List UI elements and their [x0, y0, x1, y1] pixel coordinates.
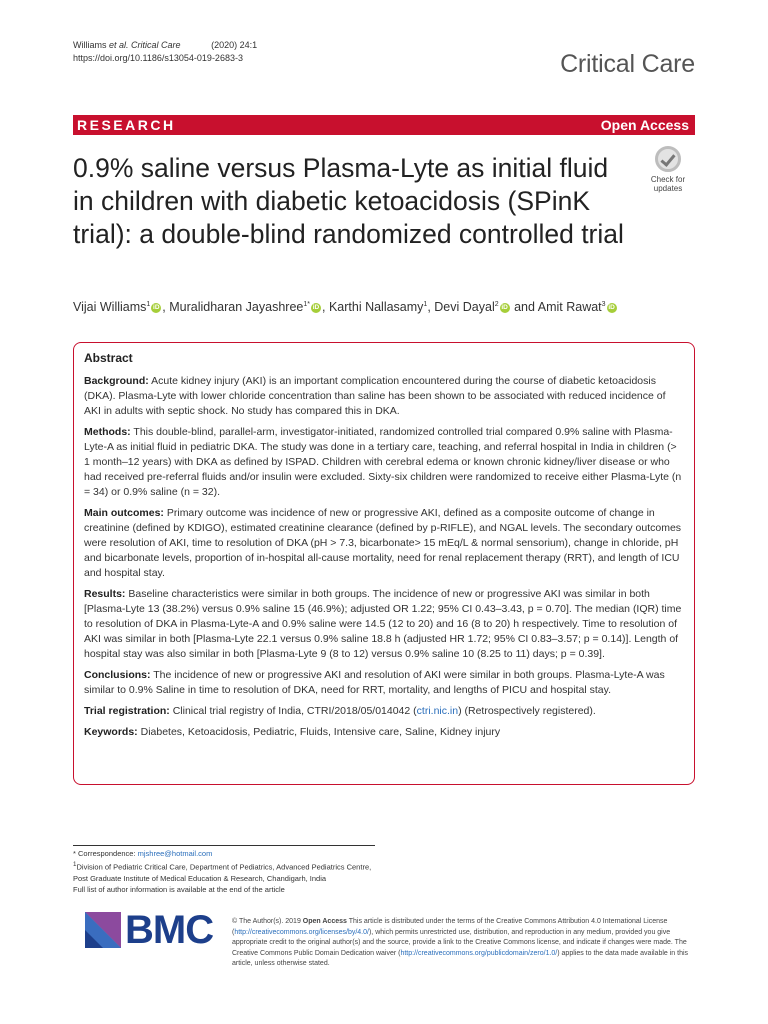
bmc-mark-icon: [85, 912, 121, 948]
bmc-wordmark: BMC: [125, 908, 214, 952]
license-copyright: © The Author(s). 2019: [232, 918, 303, 925]
author-separator: ,: [427, 300, 435, 314]
trial-label: Trial registration:: [84, 705, 170, 717]
check-updates-line1: Check for: [650, 175, 686, 184]
orcid-icon[interactable]: iD: [501, 303, 508, 311]
background-label: Background:: [84, 375, 149, 387]
orcid-icon[interactable]: iD: [608, 303, 615, 311]
license-part-b: This article is distributed under the terms of the Creative Commons Attribution 4.0 International License (: [232, 918, 668, 936]
check-for-updates-badge[interactable]: [643, 146, 693, 200]
check-updates-label: [643, 175, 693, 193]
orcid-icon[interactable]: iD: [153, 303, 160, 311]
license-part-d: ) applies to the data made available in this article, unless otherwise stated.: [232, 949, 689, 967]
abstract-heading: Abstract: [84, 351, 133, 365]
check-updates-icon: [655, 146, 681, 172]
author-name[interactable]: Karthi Nallasamy: [328, 300, 424, 314]
correspondence-email-link[interactable]: mjshree@hotmail.com: [137, 849, 213, 858]
citation-year: (2020) 24:1: [211, 40, 258, 50]
conclusions-label: Conclusions:: [84, 669, 151, 681]
author-name[interactable]: Vijai Williams: [73, 300, 147, 314]
author-affiliation-sup: 1: [146, 300, 151, 308]
results-label: Results:: [84, 588, 126, 600]
citation-authors: Williams: [73, 40, 107, 50]
citation-journal: Critical Care: [131, 40, 181, 50]
citation-header: [73, 39, 257, 65]
correspondence-label: * Correspondence:: [73, 849, 138, 858]
author-affiliation-sup: 2: [494, 300, 499, 308]
orcid-icon[interactable]: iD: [312, 303, 320, 311]
methods-text: This double-blind, parallel-arm, investigator-initiated, randomized controlled trial compared 0.9% saline with Plasma-Lyte-A as initial fluid in pediatric DKA. The study was done in a tertiary care, teaching, and referral hospital in India in children (> 1 month–12 years) with DKA as defined by ISPAD. Children with cerebral edema or known chronic kidney/liver disease or who had received pre-referral fluids and/or insulin were excluded. Sixty-six children were randomized to receive either Plasma-Lyte (n = 34) or 0.9% saline (n = 32).: [84, 426, 682, 498]
citation-etal: et al.: [109, 40, 129, 50]
author-affiliation-sup: 1: [423, 300, 428, 308]
author-name[interactable]: Devi Dayal: [434, 300, 495, 314]
abstract-outcomes: [84, 506, 684, 581]
license-text: [232, 917, 697, 970]
full-author-info-note: Full list of author information is available at the end of the article: [73, 884, 285, 894]
affiliation-sup: 1: [73, 861, 77, 868]
article-title: 0.9% saline versus Plasma-Lyte as initial fluid in children with diabetic ketoacidosis (SPinK trial): a double-blind randomized controlled trial: [73, 153, 624, 249]
trial-registry-link[interactable]: ctri.nic.in: [416, 705, 459, 717]
section-banner: [73, 115, 695, 135]
journal-brand: Critical Care: [560, 50, 695, 78]
abstract-trial-registration: [84, 704, 684, 719]
outcomes-text: Primary outcome was incidence of new or progressive AKI, defined as a composite outcome of change in creatinine (defined by KDIGO), estimated creatinine clearance (defined by p-RIFLE), and NGAL levels. The secondary outcomes were resolution of AKI, time to resolution of DKA (pH > 7.3, bicarbonate> 15 mEq/L & normal sensorium), change in chloride, pH and bicarbonate levels, proportion of in-hospital all-cause mortality, need for renal replacement therapy (RRT), and length of ICU and hospital stay.: [84, 507, 682, 579]
license-part-c: ), which permits unrestricted use, distribution, and reproduction in any medium, provided you give appropriate credit to the original author(s) and the source, provide a link to the Creative Commons license, and indicate if changes were made. The Creative Commons Public Domain Dedication waiver (: [232, 928, 687, 957]
author-separator: ,: [321, 300, 329, 314]
abstract-keywords: [84, 725, 684, 740]
license-open-access: Open Access: [302, 918, 347, 925]
author-name[interactable]: Amit Rawat: [537, 300, 602, 314]
abstract-results: [84, 587, 684, 662]
abstract-conclusions: [84, 668, 684, 698]
author-affiliation-sup: 3: [601, 300, 606, 308]
check-updates-line2: updates: [653, 184, 683, 193]
author-separator: and: [510, 300, 538, 314]
correspondence: [73, 848, 383, 859]
footnote-divider: [73, 845, 375, 846]
open-access-label: Open Access: [600, 117, 689, 133]
cc-by-license-link[interactable]: http://creativecommons.org/licenses/by/4.0/: [234, 928, 369, 936]
keywords-text: Diabetes, Ketoacidosis, Pediatric, Fluids, Intensive care, Saline, Kidney injury: [137, 726, 501, 738]
methods-label: Methods:: [84, 426, 131, 438]
background-text: Acute kidney injury (AKI) is an important complication encountered during the course of diabetic ketoacidosis (DKA). Plasma-Lyte with lower chloride concentration than saline has been shown to be associated with reduced incidence of AKI in adults with septic shock. No study has compared this in DKA.: [84, 375, 666, 417]
author-list: [73, 300, 618, 314]
trial-text-a: Clinical trial registry of India, CTRI/2018/05/014042 (: [169, 705, 417, 717]
bmc-logo[interactable]: [85, 908, 220, 962]
section-label: RESEARCH: [77, 117, 176, 133]
abstract-methods: [84, 425, 684, 500]
results-text: Baseline characteristics were similar in both groups. The incidence of new or progressive AKI was similar in both [Plasma-Lyte 13 (38.2%) versus 0.9% saline 15 (46.9%); adjusted OR 1.22; 95% CI 0.43–3.43, p = 0.70]. The median (IQR) time to resolution of DKA in Plasma-Lyte-A and 0.9% saline were 14.5 (12 to 20) and 16 (8 to 20) h respectively. Time to resolution of AKI was similar in both [Plasma-Lyte 22.1 versus 0.9% saline 18.8 h (adjusted HR 1.72; 95% CI 0.83–3.57; p = 0.14)]. Length of hospital stay was also similar in both [Plasma-Lyte 9 (8 to 12) versus 0.9% saline 10 (8.25 to 11) days; p = 0.39].: [84, 588, 682, 660]
citation-line: [73, 39, 257, 52]
trial-text-b: ) (Retrospectively registered).: [458, 705, 596, 717]
affiliation-text: Division of Pediatric Critical Care, Department of Pediatrics, Advanced Pediatrics Centre, Post Graduate Institute of Medical Education & Research, Chandigarh, India: [73, 862, 372, 883]
author-separator: ,: [162, 300, 170, 314]
keywords-label: Keywords:: [84, 726, 138, 738]
affiliation: [73, 859, 383, 884]
abstract-background: [84, 374, 684, 419]
outcomes-label: Main outcomes:: [84, 507, 164, 519]
footnotes: [73, 848, 383, 895]
abstract-box: [73, 342, 695, 785]
cc-zero-link[interactable]: http://creativecommons.org/publicdomain/zero/1.0/: [400, 949, 558, 957]
author-affiliation-sup: 1*: [303, 300, 310, 308]
doi-link[interactable]: https://doi.org/10.1186/s13054-019-2683-3: [73, 53, 243, 63]
conclusions-text: The incidence of new or progressive AKI and resolution of AKI were similar in both groups. Plasma-Lyte-A was similar to 0.9% Saline in time to resolution of DKA, need for RRT, mortality, and lengths of PICU and hospital stay.: [84, 669, 665, 696]
author-name[interactable]: Muralidharan Jayashree: [169, 300, 304, 314]
